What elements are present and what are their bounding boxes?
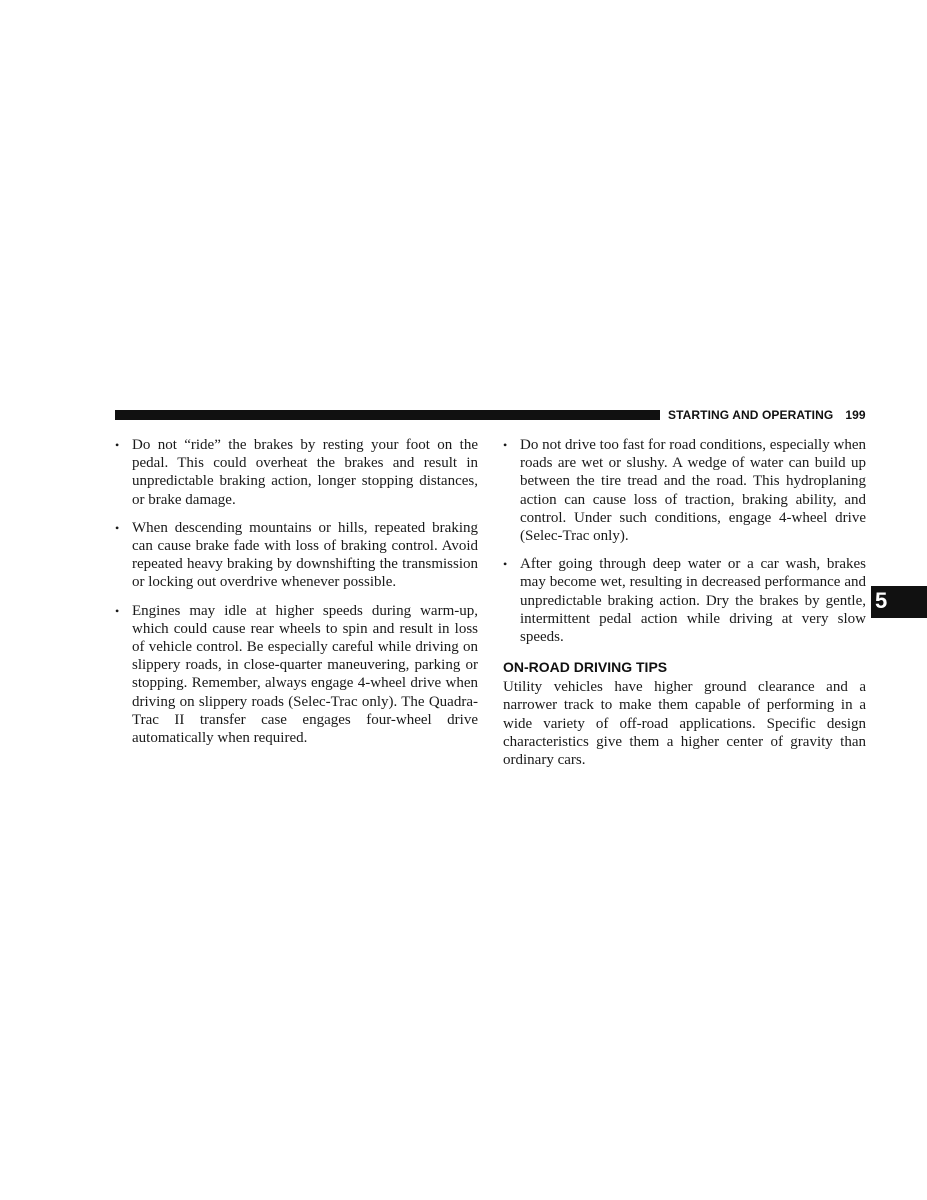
chapter-tab [871,586,927,618]
bullet-icon: • [503,438,508,452]
bullet-icon: • [503,557,508,572]
running-header [668,408,866,422]
bullet-text: Do not drive too fast for road conditions, especially when roads are wet or slushy. A wedge of water can build up between the tire tread and the road. This hydroplaning action can cause loss of traction, braking ability, and control. Under such conditions, engage 4-wheel drive (Selec-Trac only). [520,437,866,545]
section-heading: ON-ROAD DRIVING TIPS [503,659,668,676]
list-item [115,519,478,592]
left-column [115,436,478,757]
list-item [115,602,478,748]
list-item [503,436,866,545]
section-title: STARTING AND OPERATING [668,408,834,422]
header-rule [115,410,660,420]
page-number: 199 [845,408,866,422]
bullet-text: When descending mountains or hills, repeated braking can cause brake fade with loss of braking control. Avoid repeated heavy braking by downshifting the transmission or locking out overdrive whenever possible. [132,519,478,591]
bullet-icon: • [115,438,120,452]
right-column [503,436,866,769]
bullet-icon: • [115,603,120,618]
bullet-text: Do not “ride” the brakes by resting your foot on the pedal. This could overheat the brakes and result in unpredictable braking action, longer stopping distances, or brake damage. [132,437,478,508]
chapter-number: 5 [875,588,888,613]
list-item [503,555,866,646]
section-paragraph: Utility vehicles have higher ground clearance and a narrower track to make them capable of performing in a wide variety of off-road applications. Specific design characteristics give them a higher center of gravity than ordinary cars. [503,679,866,769]
bullet-text: Engines may idle at higher speeds during warm-up, which could cause rear wheels to spin and result in loss of vehicle control. Be especially careful while driving on slippery roads, in close-quarter maneuvering, parking or stopping. Remember, always engage 4-wheel drive when driving on slippery roads (Selec-Trac only). The Quadra-Trac II transfer case engages four-wheel drive automatically when required. [132,602,478,747]
bullet-text: After going through deep water or a car wash, brakes may become wet, resulting in decreased performance and unpredictable braking action. Dry the brakes by gentle, intermittent pedal action while driving at very slow speeds. [520,556,866,646]
list-item [115,436,478,509]
bullet-icon: • [115,520,120,535]
